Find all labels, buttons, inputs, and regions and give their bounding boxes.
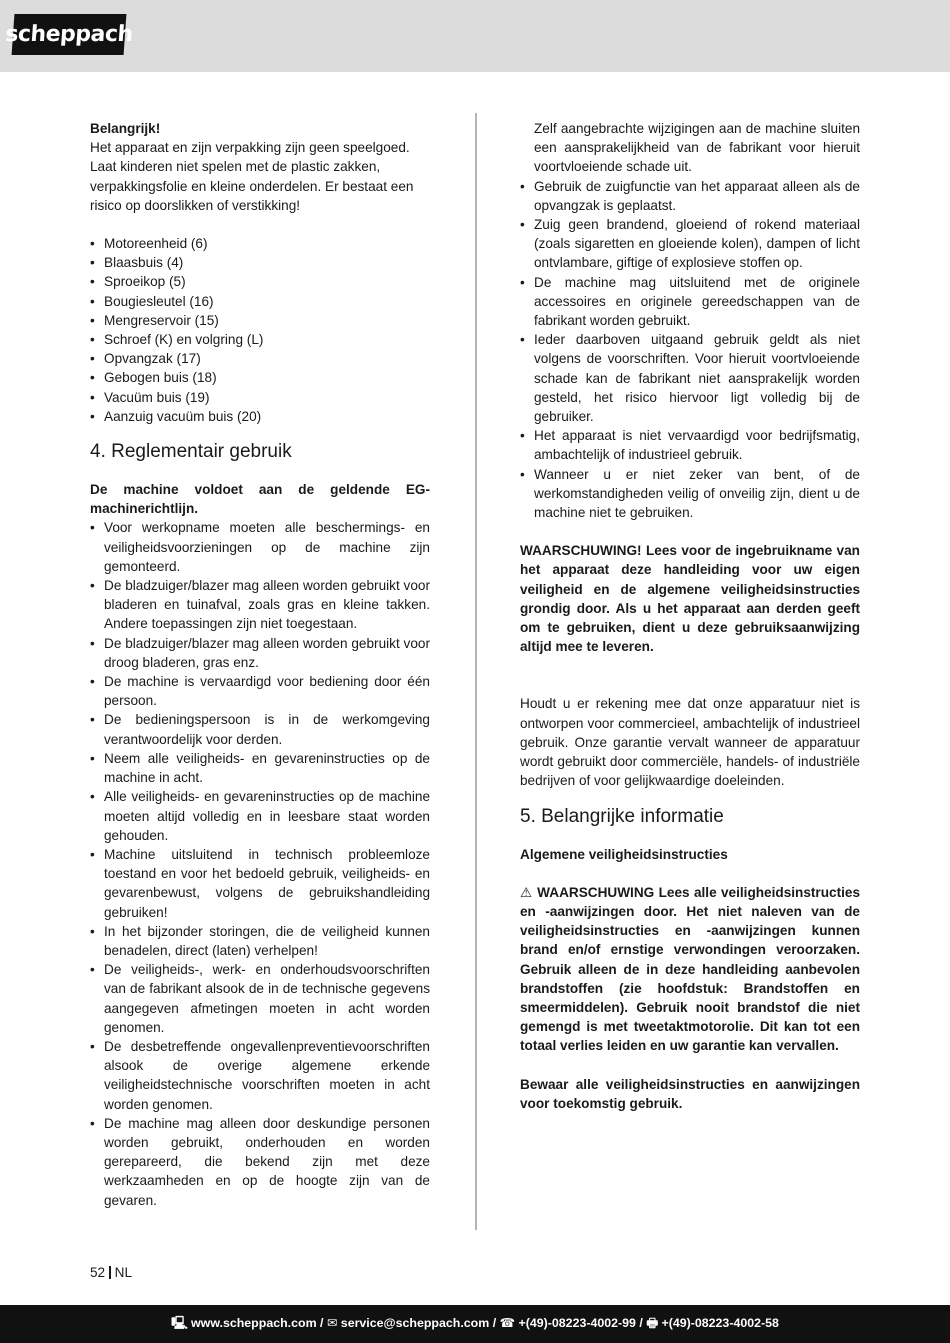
page-number-value: 52: [90, 1265, 106, 1280]
list-item: • Sproeikop (5): [90, 272, 430, 291]
keep-instructions: Bewaar alle veiligheidsinstructies en aanwijzingen voor toekomstig gebruik.: [520, 1076, 860, 1111]
safety-warning: [520, 883, 860, 1056]
footer-bar: [0, 1305, 950, 1343]
safety-warning-text: WAARSCHUWING Lees alle veiligheidsinstructies en -aanwijzingen door. Het niet naleven van de veiligheidsinstructies en -aanwijzingen kunnen brand en/of ernstige verwondingen veroorzaken. Gebruik alleen de in deze handleiding aanbevolen brandstoffen (zie hoofdstuk: Brandstoffen en smeermiddelen). Gebruik nooit brandstof die niet gemengd is met tweetaktmotorolie. Dit kan tot een totaal verlies leiden en uw garantie kan vervallen.: [520, 884, 861, 1054]
warning-triangle-icon: ⚠: [520, 884, 533, 900]
scheppach-logo: scheppach: [12, 14, 127, 55]
computer-icon: 🖳: [171, 1315, 188, 1330]
list-item: • De desbetreffende ongevallenpreventievoorschriften alsook de overige algemene erkende veiligheidstechnische voorschriften moeten in acht worden genomen.: [90, 1037, 430, 1114]
list-item: • Alle veiligheids- en gevareninstructies op de machine moeten altijd volledig en in leesbare staat worden gehouden.: [90, 787, 430, 845]
list-item: • Wanneer u er niet zeker van bent, of de werkomstandigheden veilig of onveilig zijn, dient u de machine niet te gebruiken.: [520, 465, 860, 523]
important-text: Het apparaat en zijn verpakking zijn geen speelgoed. Laat kinderen niet spelen met de plastic zakken, verpakkingsfolie en kleine onderdelen. Er bestaat een risico op doorslikken of verstikking!: [90, 140, 414, 213]
list-item: • Mengreservoir (15): [90, 311, 430, 330]
list-item: • Ieder daarboven uitgaand gebruik geldt als niet volgens de voorschriften. Voor hieruit voortvloeiende schade kan de fabrikant niet aansprakelijk worden gesteld, het risico hiervoor ligt volledig bij de gebruiker.: [520, 330, 860, 426]
page-language: NL: [114, 1265, 133, 1280]
list-item: • In het bijzonder storingen, die de veiligheid kunnen benadelen, direct (laten) verhelpen!: [90, 922, 430, 960]
phone-icon: ☎: [499, 1315, 516, 1330]
list-item: • Gebruik de zuigfunctie van het apparaat alleen als de opvangzak is geplaatst.: [520, 177, 860, 215]
footer-separator: /: [320, 1315, 324, 1330]
fax-icon: 🖶: [646, 1315, 659, 1330]
section-4-heading: 4. Reglementair gebruik: [90, 441, 292, 463]
list-item: • Schroef (K) en volgring (L): [90, 330, 430, 349]
list-item: • Zuig geen brandend, gloeiend of rokend materiaal (zoals sigaretten en gloeiende kolen), dampen of licht ontvlambare, giftige of explosieve stoffen op.: [520, 215, 860, 273]
list-item: • De machine mag alleen door deskundige personen worden gebruikt, onderhouden en worden gerepareerd, die bekend zijn met deze werkzaamheden en op de hoogte zijn van de gevaren.: [90, 1114, 430, 1210]
footer-separator: /: [492, 1315, 497, 1330]
commercial-use-note: Houdt u er rekening mee dat onze apparatuur niet is ontworpen voor commercieel, ambachtelijk of industrieel gebruik. Onze garantie vervalt wanneer de apparatuur wordt gebruikt door commerciële, handels- of industriële bedrijven of voor gelijkwaardige doeleinden.: [520, 696, 860, 789]
section-4-intro: De machine voldoet aan de geldende EG-machinerichtlijn.: [90, 482, 430, 517]
page-number-separator: [109, 1266, 111, 1279]
important-title: Belangrijk!: [90, 121, 161, 136]
warning-paragraph: WAARSCHUWING! Lees voor de ingebruikname van het apparaat deze handleiding voor uw eigen veiligheid en de algemene veiligheidsinstructies grondig door. Als u het apparaat aan derden geeft om te gebruiken, dient u deze gebruiksaanwijzing altijd mee te leveren.: [520, 543, 860, 655]
list-item: • Voor werkopname moeten alle beschermings- en veiligheidsvoorzieningen op de machine zijn gemonteerd.: [90, 518, 430, 576]
safety-subtitle: Algemene veiligheidsinstructies: [520, 846, 728, 862]
right-column: [520, 119, 860, 1113]
list-item: • De veiligheids-, werk- en onderhoudsvoorschriften van de fabrikant alsook de in de technische gegevens aangegeven afmetingen moeten in acht worden genomen.: [90, 960, 430, 1037]
section-5-heading: 5. Belangrijke informatie: [520, 805, 724, 827]
list-item: • Blaasbuis (4): [90, 253, 430, 272]
list-item: • Aanzuig vacuüm buis (20): [90, 407, 430, 426]
list-item: • Motoreenheid (6): [90, 234, 430, 253]
list-item: • Het apparaat is niet vervaardigd voor bedrijfsmatig, ambachtelijk of industrieel gebruik.: [520, 426, 860, 464]
list-item: • Opvangzak (17): [90, 349, 430, 368]
email-icon: ✉: [326, 1315, 338, 1330]
website-link[interactable]: www.scheppach.com: [191, 1315, 317, 1330]
list-item: • De machine mag uitsluitend met de originele accessoires en originele gereedschappen van de fabrikant worden gebruikt.: [520, 273, 860, 331]
list-item: • De machine is vervaardigd voor bediening door één persoon.: [90, 672, 430, 710]
list-item: • Neem alle veiligheids- en gevareninstructies op de machine in acht.: [90, 749, 430, 787]
header-bar: [0, 0, 950, 72]
continuation-text: Zelf aangebrachte wijzigingen aan de machine sluiten een aansprakelijkheid van de fabrikant voor hieruit voortvloeiende schade uit.: [534, 121, 860, 175]
list-item: • De bedieningspersoon is in de werkomgeving verantwoordelijk voor derden.: [90, 710, 430, 748]
list-item: • Bougiesleutel (16): [90, 292, 430, 311]
usage-list: [520, 177, 860, 523]
section-4-list: [90, 518, 430, 1209]
column-divider: [475, 113, 477, 1230]
left-column: [90, 119, 430, 1210]
page-number: [90, 1265, 132, 1280]
parts-list: [90, 234, 430, 426]
list-item: • De bladzuiger/blazer mag alleen worden gebruikt voor bladeren en tuinafval, zoals gras en kleine takken. Andere toepassingen zijn niet toegestaan.: [90, 576, 430, 634]
list-item: • Gebogen buis (18): [90, 368, 430, 387]
list-item: • Machine uitsluitend in technisch probleemloze toestand en voor het bedoeld gebruik, veiligheids- en gevarenbewust, volgens de gebruikshandleiding gebruiken!: [90, 845, 430, 922]
fax-number: +(49)-08223-4002-58: [661, 1315, 779, 1330]
footer-separator: /: [639, 1315, 643, 1330]
phone-number: +(49)-08223-4002-99: [518, 1315, 636, 1330]
list-item: • Vacuüm buis (19): [90, 388, 430, 407]
email-link[interactable]: service@scheppach.com: [340, 1315, 490, 1330]
list-item: • De bladzuiger/blazer mag alleen worden gebruikt voor droog bladeren, gras enz.: [90, 634, 430, 672]
